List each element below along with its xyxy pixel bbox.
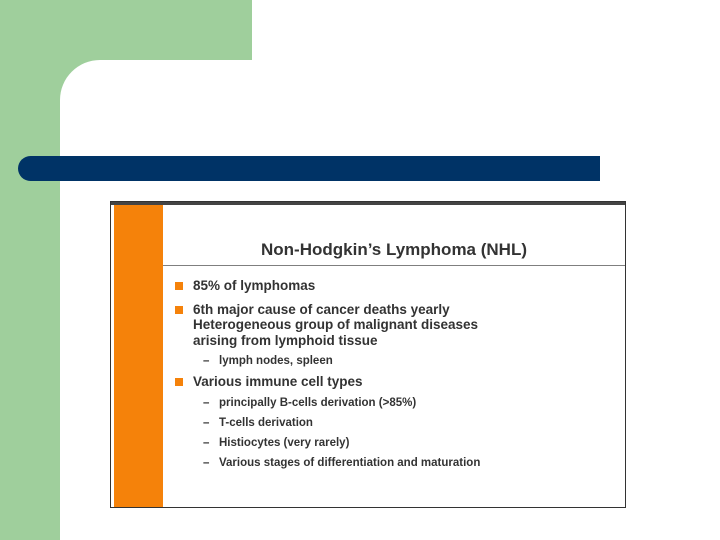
bullet-list — [175, 277, 617, 470]
dash-bullet: – — [203, 436, 210, 449]
dash-bullet: – — [203, 456, 210, 469]
sub-text: Various stages of differentiation and maturation — [219, 456, 481, 469]
sub-item-t-cells — [175, 416, 617, 430]
embedded-slide-image — [110, 201, 626, 508]
bullet-text: Various immune cell types — [193, 374, 363, 389]
sub-text: principally B-cells derivation (>85%) — [219, 396, 417, 409]
bullet-text: Heterogeneous group of malignant diseases — [193, 317, 479, 332]
dash-bullet: – — [203, 396, 210, 409]
sub-item-lymph-nodes — [175, 354, 617, 368]
sub-text: T-cells derivation — [219, 416, 313, 429]
bullet-text: 85% of lymphomas — [193, 278, 316, 293]
image-top-rule — [111, 202, 625, 205]
bullet-item-cancer-deaths — [175, 302, 617, 349]
dash-bullet: – — [203, 355, 210, 367]
orange-side-bar — [114, 205, 163, 507]
sub-item-b-cells — [175, 396, 617, 410]
square-bullet-icon — [175, 378, 183, 386]
bullet-item-immune-cells — [175, 374, 617, 390]
bullet-text: 6th major cause of cancer deaths yearly — [193, 301, 450, 317]
square-bullet-icon — [175, 306, 183, 314]
slide-title: Non-Hodgkin’s Lymphoma (NHL) — [261, 240, 527, 259]
sub-text: Histiocytes (very rarely) — [219, 436, 350, 449]
sub-item-differentiation — [175, 456, 617, 470]
bullet-item-lymphoma-share — [175, 278, 617, 294]
title-bar — [18, 156, 600, 181]
sub-item-histiocytes — [175, 436, 617, 450]
title-rule — [163, 265, 625, 266]
square-bullet-icon — [175, 282, 183, 290]
bullet-text: arising from lymphoid tissue — [193, 332, 378, 348]
sub-text: lymph nodes, spleen — [219, 355, 333, 367]
dash-bullet: – — [203, 416, 210, 429]
